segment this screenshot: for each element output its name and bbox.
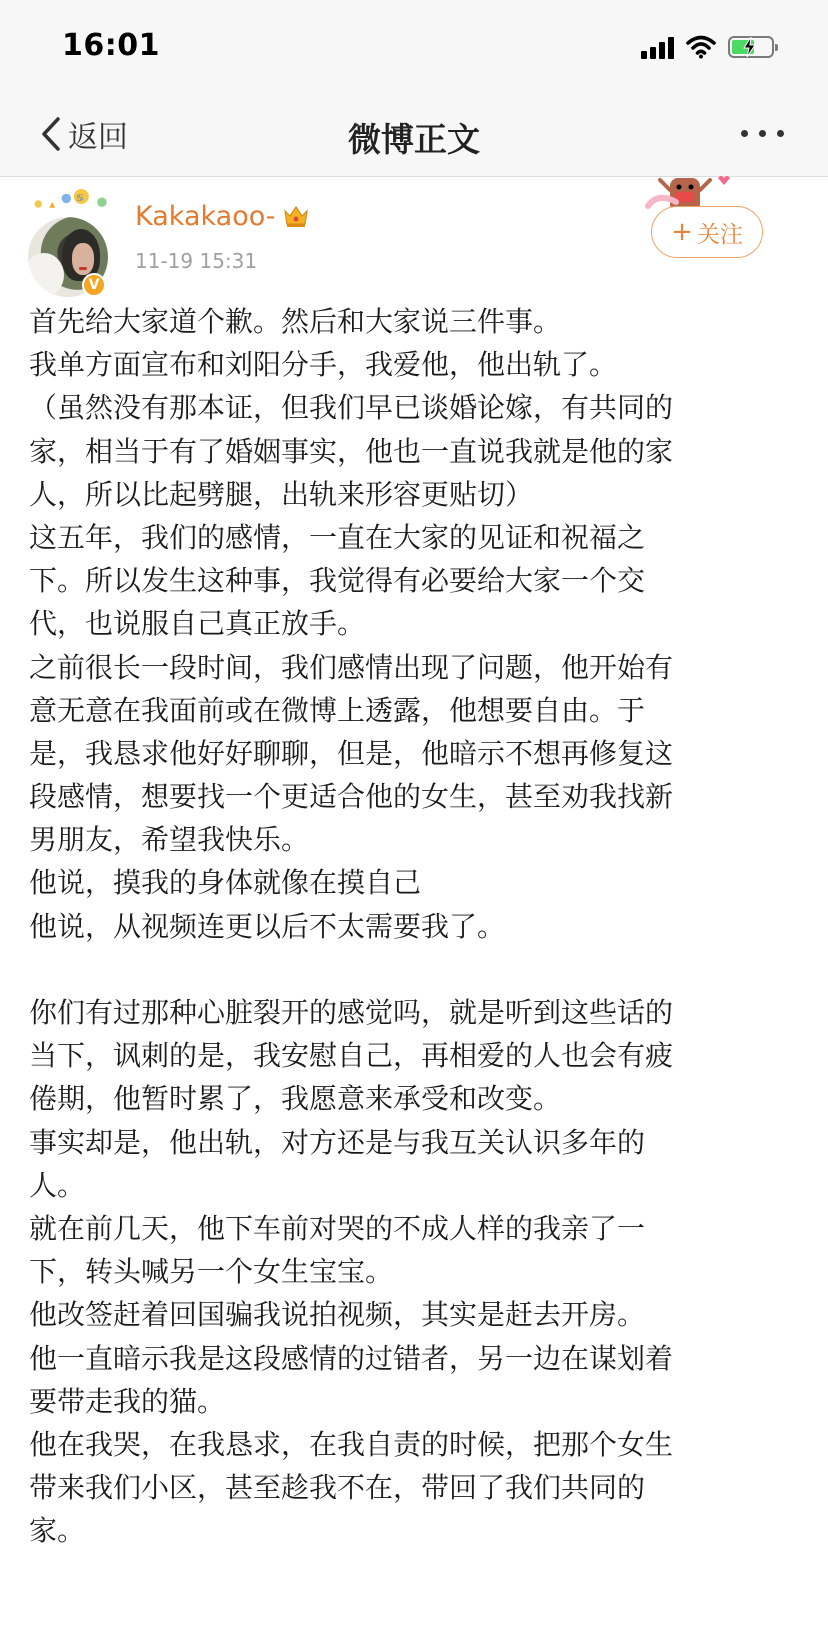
username[interactable]: Kakakaoo- [135,201,276,232]
svg-text:♋: ♋ [75,193,85,205]
follow-button[interactable] [651,206,763,258]
crown-icon[interactable] [282,203,310,229]
post-text-line: 家，相当于有了婚姻事实，他也一直说我就是他的家 [29,434,674,468]
post-text-line: 下。所以发生这种事，我觉得有必要给大家一个交 [29,564,646,598]
avatar-decoration-icon [26,189,116,219]
post-text-line: 首先给大家道个歉。然后和大家说三件事。 [29,305,562,338]
page-title: 微博正文 [348,120,480,159]
post-text-line: 下，转头喊另一个女生宝宝。 [29,1255,394,1289]
more-button[interactable] [741,130,784,137]
post-text-line: 代，也说服自己真正放手。 [29,607,366,641]
post-text-line: 他说，摸我的身体就像在摸自己 [29,866,422,900]
post-text-line [29,948,801,991]
post-text-line: 他说，从视频连更以后不太需要我了。 [29,909,506,943]
more-icon-dot [777,130,784,137]
post-text-line: 他改签赶着回国骗我说拍视频，其实是赶去开房。 [29,1298,646,1332]
signal-icon [641,35,674,59]
status-time: 16:01 [62,28,160,63]
nav-bar [0,92,828,177]
post-text-line: 这五年，我们的感情，一直在大家的见证和祝福之 [29,520,646,554]
post-time: 11-19 15:31 [135,249,258,273]
post-text-line: 段感情，想要找一个更适合他的女生，甚至劝我找新 [29,780,674,814]
more-icon-dot [741,130,748,137]
post-text-line: 家。 [29,1514,86,1548]
more-icon-dot [759,130,766,137]
status-icons [641,32,774,62]
post-text-line: 人。 [29,1168,86,1202]
post-text-line: 意无意在我面前或在微博上透露，他想要自由。于 [29,693,646,727]
wifi-icon [686,35,716,59]
post-text-line: 倦期，他暂时累了，我愿意来承受和改变。 [29,1082,562,1116]
post-text-line: （虽然没有那本证，但我们早已谈婚论嫁，有共同的 [29,391,674,425]
post-text-line: 我单方面宣布和刘阳分手，我爱他，他出轨了。 [29,348,618,382]
post-text-line: 男朋友，希望我快乐。 [29,823,310,857]
status-bar [0,0,828,92]
post-text-line: 之前很长一段时间，我们感情出现了问题，他开始有 [29,650,674,684]
post-text-line: 事实却是，他出轨，对方还是与我互关认识多年的 [29,1125,646,1159]
post-text-line: 人，所以比起劈腿，出轨来形容更贴切） [29,477,534,511]
post-text-line: 他在我哭，在我恳求，在我自责的时候，把那个女生 [29,1427,674,1461]
plus-icon: + [671,217,693,247]
verified-badge-icon: V [82,273,106,297]
post-text-line: 要带走我的猫。 [29,1384,226,1418]
post-text-line: 你们有过那种心脏裂开的感觉吗，就是听到这些话的 [29,996,674,1029]
avatar[interactable] [26,189,116,293]
follow-label: 关注 [696,221,743,248]
battery-icon [728,36,774,58]
post-text-line: 当下，讽刺的是，我安慰自己，再相爱的人也会有疲 [29,1039,674,1073]
post-body [29,300,801,1552]
post-text-line: 就在前几天，他下车前对哭的不成人样的我亲了一 [29,1211,646,1245]
post-text-line: 他一直暗示我是这段感情的过错者，另一边在谋划着 [29,1341,674,1375]
post-text-line: 带来我们小区，甚至趁我不在，带回了我们共同的 [29,1471,646,1505]
back-label: 返回 [68,120,128,155]
post-text-line: 是，我恳求他好好聊聊，但是，他暗示不想再修复这 [29,736,674,770]
